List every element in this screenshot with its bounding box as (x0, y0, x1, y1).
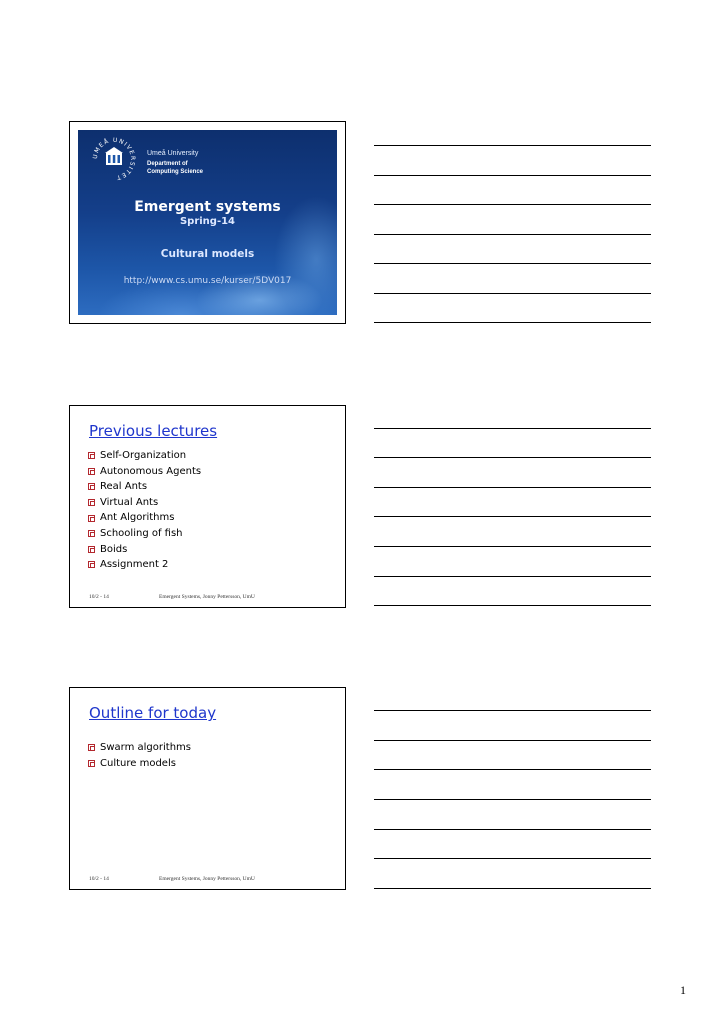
list-item-label: Swarm algorithms (100, 742, 191, 753)
list-item-label: Boids (100, 543, 128, 555)
list-item-label: Culture models (100, 757, 176, 769)
list-item-label: Self-Organization (100, 450, 187, 461)
list-item (88, 756, 191, 772)
note-line (374, 888, 651, 889)
list-item (88, 479, 201, 495)
checkbox-bullet-icon (88, 499, 95, 506)
svg-text:UMEÅ UNIVERSITET: UMEÅ UNIVERSITET (91, 136, 137, 181)
checkbox-bullet-icon (88, 760, 95, 767)
list-item (88, 526, 201, 542)
course-title: Emergent systems (134, 199, 281, 215)
department-line-2: Computing Science (147, 169, 204, 175)
checkbox-bullet-icon (88, 483, 95, 490)
note-line (374, 710, 651, 711)
note-line (374, 204, 651, 205)
previous-lectures-slide (69, 405, 346, 608)
slide-footer-author: Emergent Systems, Jonny Pettersson, UmU (159, 594, 255, 600)
bullet-list (88, 740, 191, 771)
note-line (374, 145, 651, 146)
note-line (374, 457, 651, 458)
list-item (88, 464, 201, 480)
note-line (374, 546, 651, 547)
note-line (374, 516, 651, 517)
note-line (374, 769, 651, 770)
list-item-label: Schooling of fish (100, 527, 183, 539)
note-line (374, 263, 651, 264)
slide-footer-date: 10/2 - 14 (89, 594, 109, 600)
list-item (88, 740, 191, 756)
slide-footer-author: Emergent Systems, Jonny Pettersson, UmU (159, 876, 255, 882)
course-term: Spring-14 (179, 216, 236, 227)
list-item (88, 510, 201, 526)
list-item-label: Assignment 2 (100, 559, 169, 571)
note-line (374, 605, 651, 606)
list-item (88, 495, 201, 511)
department-line-1: Department of (147, 161, 188, 167)
note-line (374, 799, 651, 800)
department-name (147, 160, 203, 176)
checkbox-bullet-icon (88, 515, 95, 522)
outline-slide (69, 687, 346, 890)
list-item (88, 557, 201, 573)
note-line (374, 175, 651, 176)
note-line (374, 428, 651, 429)
slide-footer-date: 10/2 - 14 (89, 876, 109, 882)
note-line (374, 576, 651, 577)
note-line (374, 740, 651, 741)
note-line (374, 858, 651, 859)
checkbox-bullet-icon (88, 561, 95, 568)
lecture-topic: Cultural models (160, 248, 255, 260)
list-item (88, 448, 201, 464)
note-line (374, 293, 651, 294)
checkbox-bullet-icon (88, 468, 95, 475)
page-number: 1 (680, 983, 686, 997)
university-seal-icon (91, 136, 137, 182)
checkbox-bullet-icon (88, 546, 95, 553)
bullet-list (88, 448, 201, 573)
list-item-label: Virtual Ants (100, 496, 159, 508)
list-item (88, 542, 201, 558)
checkbox-bullet-icon (88, 744, 95, 751)
list-item-label: Autonomous Agents (100, 465, 202, 477)
list-item-label: Real Ants (100, 481, 148, 493)
list-item-label: Ant Algorithms (100, 512, 175, 524)
note-line (374, 487, 651, 488)
note-line (374, 829, 651, 830)
checkbox-bullet-icon (88, 530, 95, 537)
title-slide-background (78, 130, 337, 315)
note-line (374, 234, 651, 235)
slide-title: Outline for today (89, 704, 217, 722)
slide-title: Previous lectures (89, 422, 218, 440)
university-name: Umeå University (147, 150, 199, 157)
checkbox-bullet-icon (88, 452, 95, 459)
note-line (374, 322, 651, 323)
course-url[interactable]: http://www.cs.umu.se/kurser/5DV017 (123, 276, 292, 286)
title-slide (69, 121, 346, 324)
